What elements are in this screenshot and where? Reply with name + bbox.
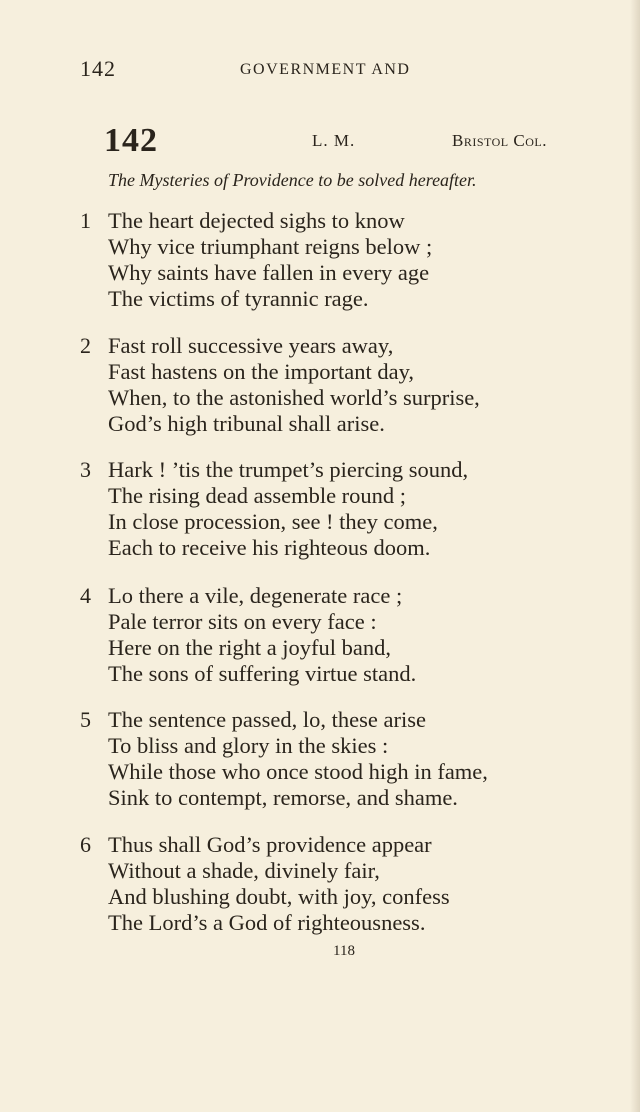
verse-line: The sons of suffering virtue stand.: [108, 661, 417, 686]
verse-line: Fast hastens on the important day,: [108, 359, 414, 384]
page-number: 142: [80, 56, 116, 81]
verse-line: The heart dejected sighs to know: [108, 208, 405, 233]
stanza-number: 1: [80, 208, 91, 233]
verse-line: Why saints have fallen in every age: [108, 260, 430, 285]
stanza-number: 2: [80, 333, 91, 358]
verse-line: Sink to contempt, remorse, and shame.: [108, 785, 458, 810]
verse-line: Lo there a vile, degenerate race ;: [108, 583, 403, 608]
stanza-number: 6: [80, 832, 91, 857]
running-title: GOVERNMENT AND: [240, 61, 411, 78]
verse-line: While those who once stood high in fame,: [108, 759, 488, 784]
stanza-number: 3: [80, 457, 91, 482]
stanza-number: 4: [80, 583, 91, 608]
folio-number: 118: [333, 943, 355, 959]
verse-line: When, to the astonished world’s surprise,: [108, 385, 480, 410]
verse-line: Thus shall God’s providence appear: [108, 832, 432, 857]
verse-line: Pale terror sits on every face :: [108, 609, 377, 634]
verse-line: The rising dead assemble round ;: [108, 483, 407, 508]
hymn-meter: L. M.: [312, 131, 356, 150]
verse-line: Why vice triumphant reigns below ;: [108, 234, 433, 259]
verse-line: Here on the right a joyful band,: [108, 635, 392, 660]
verse-line: The sentence passed, lo, these arise: [108, 707, 426, 732]
hymn-subtitle: The Mysteries of Providence to be solved hereafter.: [108, 170, 477, 190]
verse-line: God’s high tribunal shall arise.: [108, 411, 385, 436]
verse-line: In close procession, see ! they come,: [108, 509, 438, 534]
verse-line: And blushing doubt, with joy, confess: [108, 884, 450, 909]
verse-line: Each to receive his righteous doom.: [108, 535, 431, 560]
verse-line: To bliss and glory in the skies :: [108, 733, 389, 758]
verse-line: The Lord’s a God of righteousness.: [108, 910, 426, 935]
stanza-number: 5: [80, 707, 91, 732]
verse-line: Hark ! ’tis the trumpet’s piercing sound,: [108, 457, 469, 482]
verse-line: Without a shade, divinely fair,: [108, 858, 380, 883]
hymn-number: 142: [104, 122, 158, 159]
verse-line: The victims of tyrannic rage.: [108, 286, 369, 311]
page-edge-shadow: [630, 0, 640, 1112]
hymn-tune: Bristol Col.: [452, 131, 547, 150]
verse-line: Fast roll successive years away,: [108, 333, 394, 358]
